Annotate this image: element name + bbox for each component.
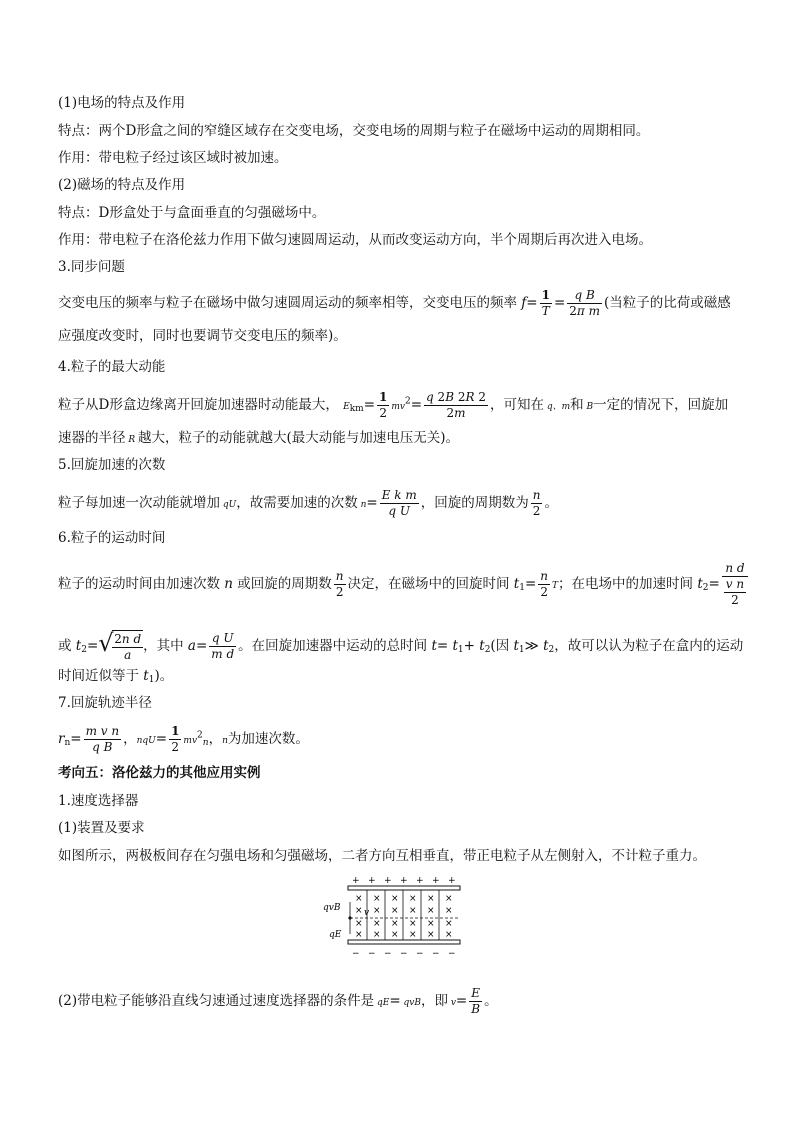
- field-cross-mark: ×: [391, 930, 399, 940]
- paragraph-electric-feature: 特点：两个D形盒之间的窄缝区域存在交变电场，交变电场的周期与粒子在磁场中运动的周期相同。: [58, 123, 650, 139]
- bottom-plate: [348, 940, 460, 944]
- field-cross-mark: ×: [409, 894, 417, 904]
- top-plate-signs: [352, 876, 456, 886]
- paragraph-device: 如图所示，两极板间存在匀强电场和匀强磁场，二者方向互相垂直，带正电粒子从左侧射入，不计粒子重力。: [58, 848, 706, 864]
- field-cross-mark: ×: [445, 906, 453, 916]
- minus-sign: −: [400, 949, 408, 959]
- plus-sign: +: [448, 876, 456, 886]
- paragraph-magnetic-feature: 特点：D形盒处于与盒面垂直的匀强磁场中。: [58, 205, 326, 221]
- heading-orbit-radius: 7.回旋轨迹半径: [58, 695, 152, 711]
- label-v: v: [364, 908, 370, 918]
- heading-max-kinetic-energy: 4.粒子的最大动能: [58, 359, 166, 375]
- formula-1-over-t: $\frac{1}{T}$: [541, 288, 550, 318]
- field-cross-mark: ×: [445, 894, 453, 904]
- heading-velocity-selector: 1.速度选择器: [58, 793, 139, 809]
- field-cross-mark: ×: [409, 919, 417, 929]
- heading-direction-five: 考向五：洛伦兹力的其他应用实例: [58, 765, 261, 781]
- field-cross-mark: ×: [409, 930, 417, 940]
- field-cross-mark: ×: [427, 930, 435, 940]
- subsection-electric-field: (1)电场的特点及作用: [58, 95, 186, 111]
- magnetic-field-marks: [355, 894, 453, 940]
- subsection-magnetic-field: (2)磁场的特点及作用: [58, 177, 186, 193]
- minus-sign: −: [416, 949, 424, 959]
- field-cross-mark: ×: [355, 930, 363, 940]
- field-cross-mark: ×: [373, 906, 381, 916]
- formula-qb-over-2pim: $\frac{\text{q B}}{\text{2π m}}$: [569, 288, 601, 318]
- charged-particle: [348, 916, 351, 919]
- field-cross-mark: ×: [373, 919, 381, 929]
- velocity-selector-diagram: [320, 874, 470, 964]
- plus-sign: +: [416, 876, 424, 886]
- heading-sync: 3.同步问题: [58, 259, 125, 275]
- paragraph-max-kinetic-energy: 粒子从D形盒边缘离开回旋加速器时动能最大， $E_{km}=$ $\frac{1}{2}$ $mv^2=$ $\frac{q 2B 2R 2}{2m}$ ，可知在 q、m和 B一定的情况下，回旋加: [58, 390, 729, 420]
- plus-sign: +: [384, 876, 392, 886]
- plus-sign: +: [352, 876, 360, 886]
- formula-half: $\frac{1}{2}$: [379, 390, 388, 420]
- field-cross-mark: ×: [445, 930, 453, 940]
- paragraph-magnetic-effect: 作用：带电粒子在洛伦兹力作用下做匀速圆周运动，从而改变运动方向，半个周期后再次进入电场。: [58, 232, 652, 248]
- field-cross-mark: ×: [355, 906, 363, 916]
- formula-q2b2r2-over-2m: $\frac{q 2B 2R 2}{2m}$: [426, 390, 486, 420]
- formula-sqrt-2nd-over-a: √ $\frac{\text{2n d}}{a}$: [98, 629, 142, 662]
- paragraph-electric-effect: 作用：带电粒子经过该区域时被加速。: [58, 150, 288, 166]
- field-cross-mark: ×: [427, 919, 435, 929]
- field-cross-mark: ×: [391, 894, 399, 904]
- field-cross-mark: ×: [355, 894, 363, 904]
- field-cross-mark: ×: [391, 919, 399, 929]
- formula-ekm-over-qu: $\frac{\text{E k m}}{\text{q U}}$: [381, 488, 417, 518]
- field-cross-mark: ×: [355, 919, 363, 929]
- subsection-device: (1)装置及要求: [58, 820, 145, 836]
- formula-n-over-2: $\frac{n}{2}$: [532, 488, 541, 518]
- field-cross-mark: ×: [445, 919, 453, 929]
- field-cross-mark: ×: [427, 906, 435, 916]
- top-plate: [348, 886, 460, 890]
- formula-mvn-over-qb: $\frac{\text{m v n}}{\text{q B}}$: [85, 724, 120, 754]
- paragraph-motion-time-alt: 或 $t_2=$ √ $\frac{\text{2n d}}{a}$ ，其中 a= $\frac{\text{q U}}{\text{m d}}$ 。在回旋加速器中运动的总时间 $t= t_1+ t_2$(因 $t_1≫$ $t_2$，故可以认为粒子在盒内的运动: [58, 629, 744, 662]
- formula-qu-over-md: $\frac{\text{q U}}{\text{m d}}$: [211, 631, 235, 661]
- minus-sign: −: [384, 949, 392, 959]
- formula-e-over-b: $\frac{E}{B}$: [471, 986, 481, 1016]
- formula-nd-over-vn-half: $\frac{\text{n d}}{\frac{\text{v n}}{2}}$: [722, 561, 748, 608]
- field-cross-mark: ×: [391, 906, 399, 916]
- paragraph-motion-time: 粒子的运动时间由加速次数 n 或回旋的周期数 $\frac{n}{2}$ 决定，在磁场中的回旋时间 $t_1=$ $\frac{n}{2}$ T；在电场中的加速时间 $t_2=$ $\frac{\text{n d}}{\frac{\text{v n}}{2}}$: [58, 561, 750, 608]
- paragraph-max-kinetic-energy-cont: 速器的半径 R 越大，粒子的动能就越大(最大动能与加速电压无关)。: [58, 430, 460, 446]
- plus-sign: +: [432, 876, 440, 886]
- plus-sign: +: [368, 876, 376, 886]
- paragraph-sync-note: 应强度改变时，同时也要调节交变电压的频率)。: [58, 328, 347, 344]
- minus-sign: −: [352, 949, 360, 959]
- field-cross-mark: ×: [409, 906, 417, 916]
- paragraph-motion-time-cont: 时间近似等于 $t_1$)。: [58, 668, 174, 685]
- label-qe: qE: [329, 930, 342, 940]
- minus-sign: −: [448, 949, 456, 959]
- field-cross-mark: ×: [373, 930, 381, 940]
- minus-sign: −: [432, 949, 440, 959]
- paragraph-acceleration-count: 粒子每加速一次动能就增加 qU，故需要加速的次数 n= $\frac{\text{E k m}}{\text{q U}}$ ，回旋的周期数为 $\frac{n}{2}$ 。: [58, 488, 558, 518]
- bottom-plate-signs: [352, 949, 456, 959]
- minus-sign: −: [368, 949, 376, 959]
- field-cross-mark: ×: [373, 894, 381, 904]
- paragraph-selector-condition: (2)带电粒子能够沿直线匀速通过速度选择器的条件是 qE= qvB，即 v= $\frac{E}{B}$ 。: [58, 986, 498, 1016]
- paragraph-sync-frequency: 交变电压的频率与粒子在磁场中做匀速圆周运动的频率相等，交变电压的频率 f= $\frac{1}{T}$ = $\frac{\text{q B}}{\text{2π m}}$ (当粒子的比荷或磁感: [58, 288, 731, 318]
- label-qvb: qvB: [323, 903, 341, 913]
- field-cross-mark: ×: [427, 894, 435, 904]
- heading-motion-time: 6.粒子的运动时间: [58, 530, 166, 546]
- plus-sign: +: [400, 876, 408, 886]
- heading-acceleration-count: 5.回旋加速的次数: [58, 457, 166, 473]
- paragraph-orbit-radius: $r_n=$ $\frac{\text{m v n}}{\text{q B}}$ ，nqU= $\frac{1}{2}$ $mv^2_n$，n为加速次数。: [58, 724, 309, 754]
